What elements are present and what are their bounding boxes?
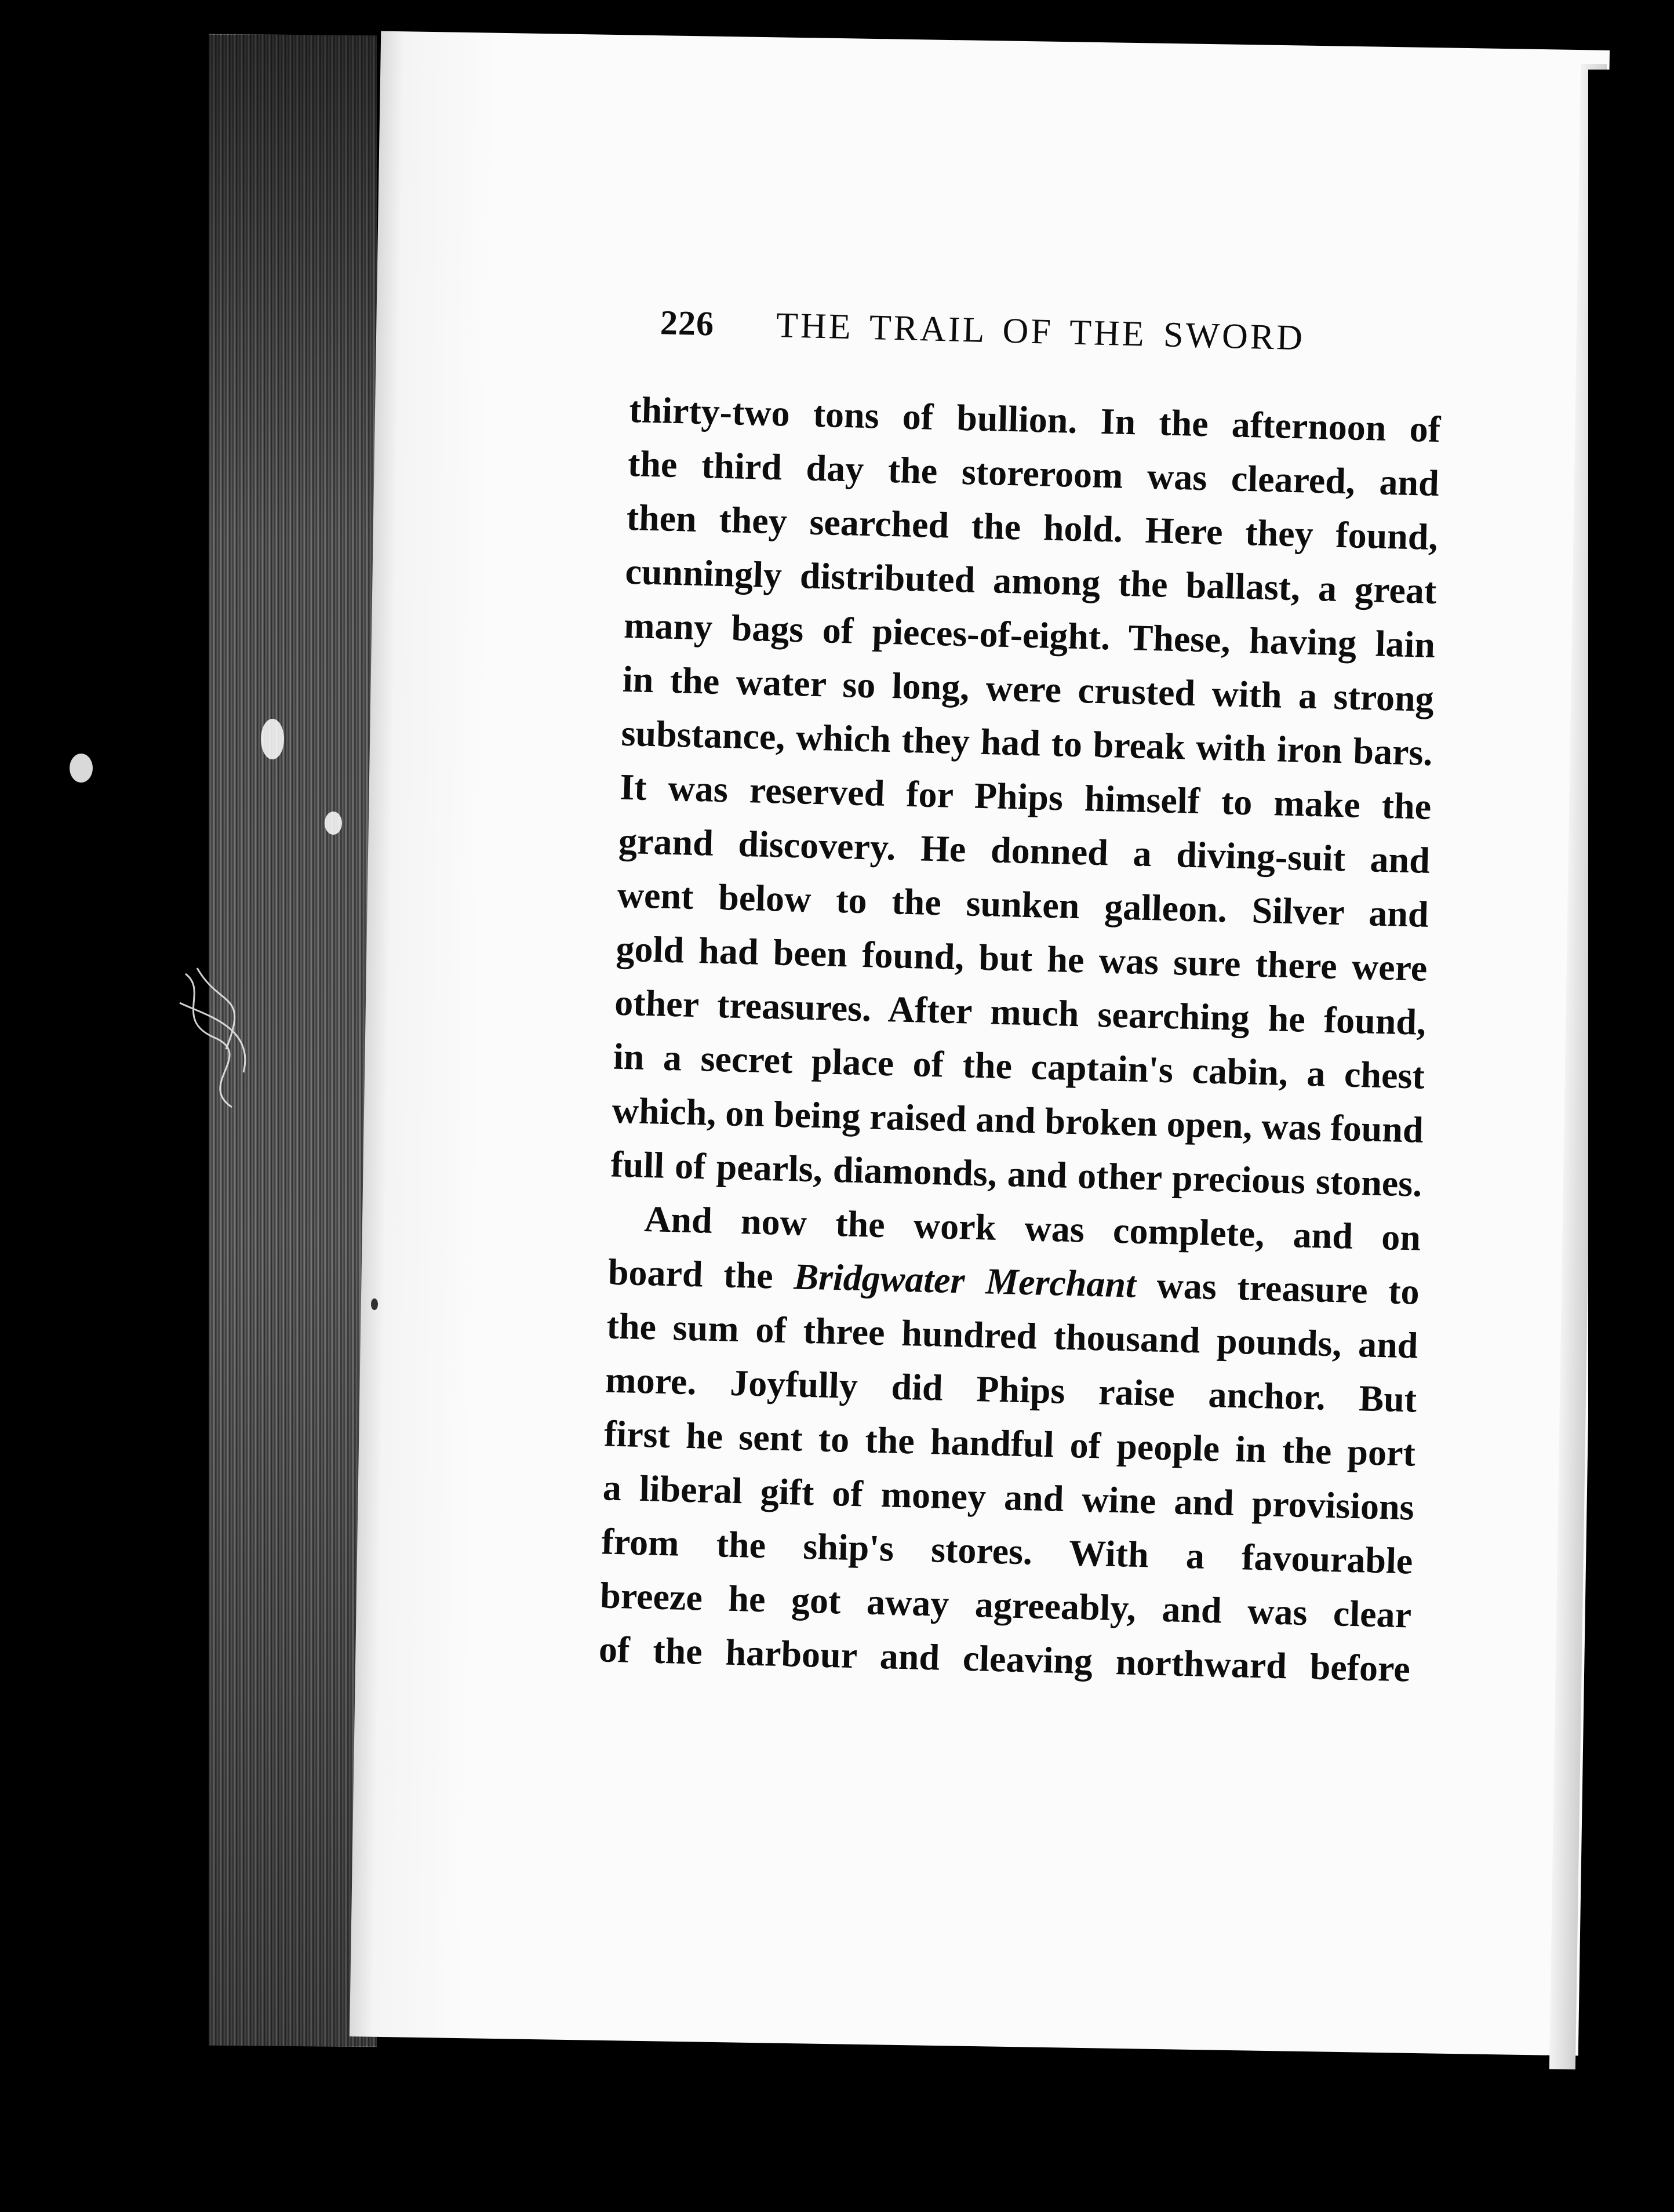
text-line: substance, which they had to break with iron bars. bbox=[620, 712, 1433, 773]
text-fragment: was treasure to bbox=[1135, 1264, 1420, 1312]
text-line: from the ship's stores. With a favourable bbox=[601, 1520, 1414, 1582]
text-line: a liberal gift of money and wine and provisions bbox=[602, 1467, 1415, 1528]
text-line: which, on being raised and broken open, was found bbox=[612, 1089, 1424, 1151]
ship-name-italic: Bridgwater Merchant bbox=[793, 1256, 1137, 1305]
background-right bbox=[1588, 70, 1674, 2087]
running-title: THE TRAIL OF THE SWORD bbox=[776, 305, 1305, 358]
text-line: in a secret place of the captain's cabin, a chest bbox=[613, 1035, 1425, 1097]
dust-fiber-mark bbox=[162, 956, 278, 1130]
text-fragment: board the bbox=[607, 1251, 795, 1297]
text-line: the third day the storeroom was cleared, and bbox=[627, 442, 1440, 504]
text-line: cunningly distributed among the ballast, a great bbox=[624, 550, 1438, 612]
text-line: grand discovery. He donned a diving-suit and bbox=[618, 820, 1431, 881]
text-line: many bags of pieces-of-eight. These, having lain bbox=[623, 604, 1436, 666]
dust-speck bbox=[70, 754, 93, 783]
text-line: of the harbour and cleaving northward before bbox=[598, 1628, 1411, 1690]
body-text bbox=[598, 383, 1441, 1696]
text-line: thirty-two tons of bullion. In the afternoon of bbox=[628, 388, 1441, 450]
text-line: first he sent to the handful of people in the port bbox=[603, 1413, 1416, 1474]
text-line-paragraph-start: And now the work was complete, and on bbox=[643, 1198, 1421, 1258]
text-line: full of pearls, diamonds, and other precious stones. bbox=[610, 1143, 1423, 1205]
text-line: in the water so long, were crusted with a strong bbox=[622, 658, 1435, 719]
text-line: then they searched the hold. Here they found, bbox=[626, 496, 1439, 558]
page-text bbox=[598, 301, 1443, 1696]
text-line: breeze he got away agreeably, and was clear bbox=[599, 1574, 1412, 1636]
dust-speck bbox=[261, 719, 284, 759]
dust-speck bbox=[325, 812, 342, 835]
text-line: It was reserved for Phips himself to make the bbox=[619, 766, 1432, 827]
text-line: gold had been found, but he was sure there were bbox=[615, 927, 1428, 989]
text-line: went below to the sunken galleon. Silver and bbox=[617, 874, 1429, 935]
text-line: more. Joyfully did Phips raise anchor. But bbox=[605, 1359, 1417, 1420]
dust-speck bbox=[371, 1298, 378, 1310]
page-number: 226 bbox=[660, 303, 715, 343]
text-line: other treasures. After much searching he found, bbox=[614, 981, 1426, 1043]
text-line: the sum of three hundred thousand pounds, and bbox=[606, 1305, 1419, 1366]
